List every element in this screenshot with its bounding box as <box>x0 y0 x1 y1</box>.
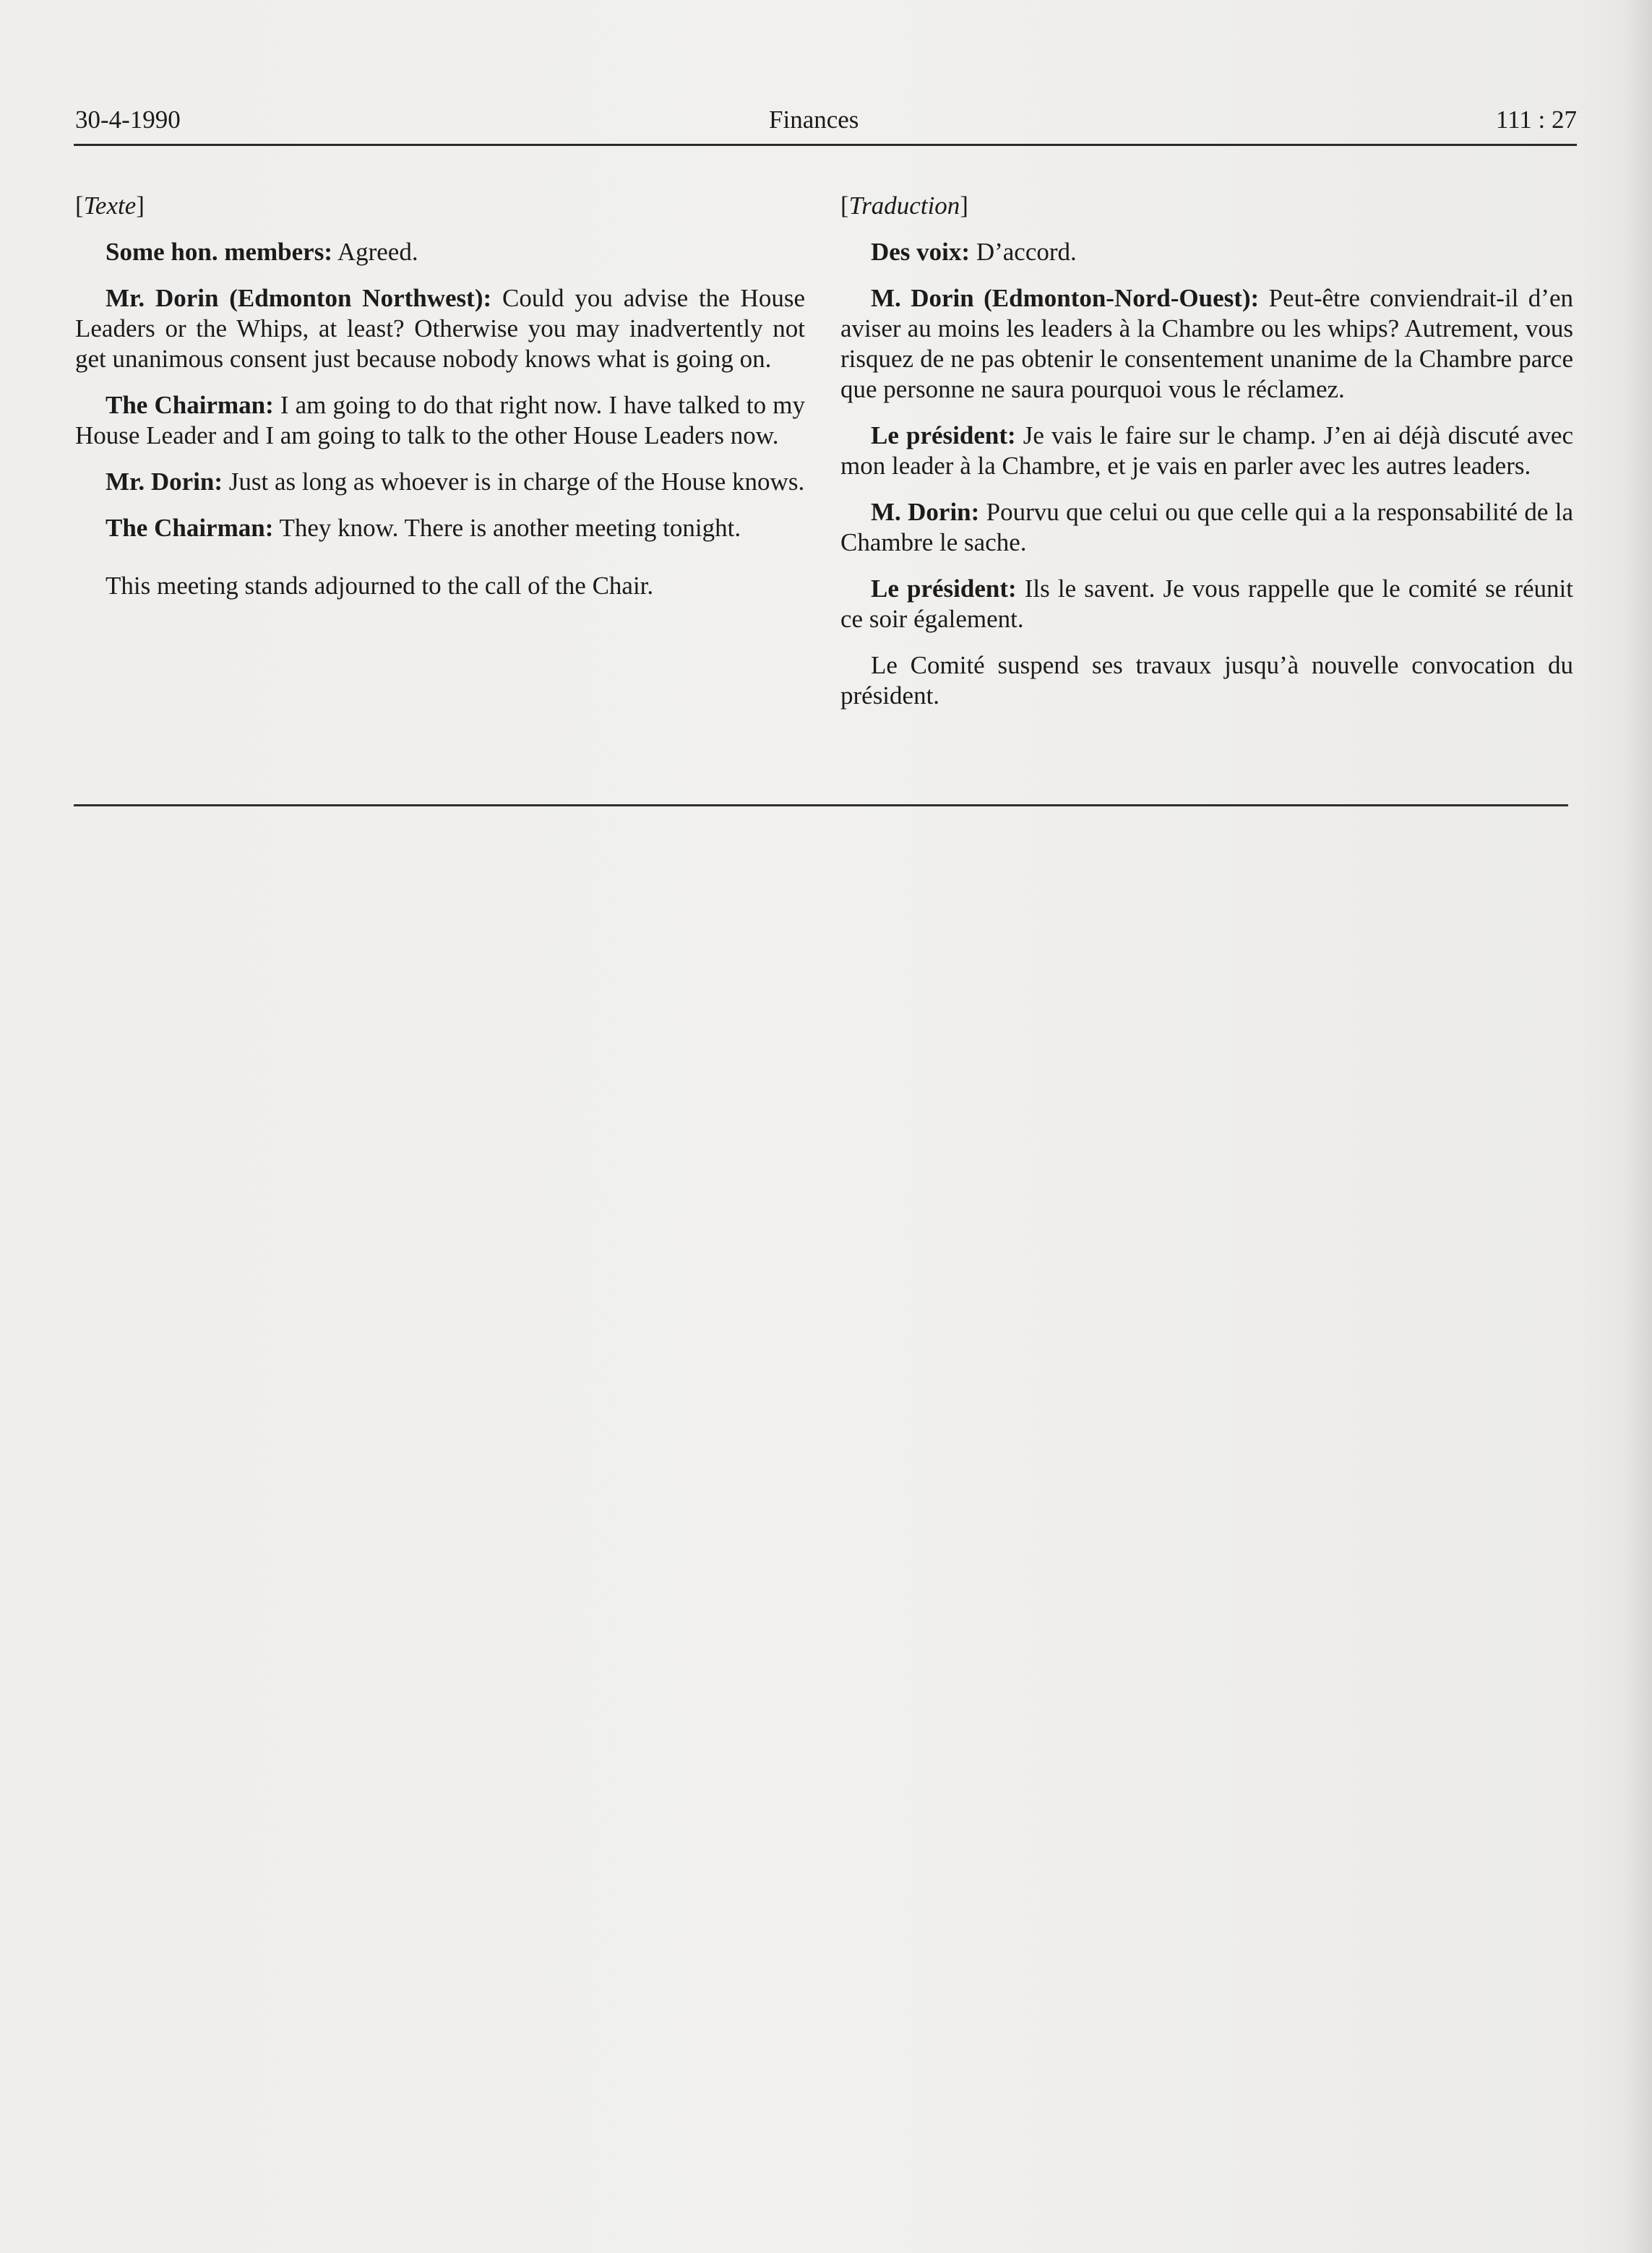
running-header <box>75 105 1577 143</box>
page-edge-shadow <box>1626 0 1652 2253</box>
speaker-name: Des voix: <box>871 238 971 266</box>
closing-paragraph: This meeting stands adjourned to the call of the Chair. <box>106 572 654 600</box>
bottom-rule <box>74 804 1568 806</box>
section-label-text: Traduction <box>848 191 960 220</box>
speech-text: Just as long as whoever is in charge of the House knows. <box>223 468 805 496</box>
speaker-name: Mr. Dorin (Edmonton Northwest): <box>106 284 492 312</box>
section-label-english: [Texte] <box>75 191 145 220</box>
closing-paragraph: Le Comité suspend ses travaux jusqu’à nouvelle convocation du président. <box>840 651 1573 710</box>
speaker-name: Le président: <box>871 421 1016 449</box>
header-date: 30-4-1990 <box>75 105 181 134</box>
speech-text: Agreed. <box>332 238 418 266</box>
speaker-name: Mr. Dorin: <box>106 468 223 496</box>
speaker-name: M. Dorin (Edmonton-Nord-Ouest): <box>871 284 1260 312</box>
french-column <box>840 191 1573 727</box>
header-page-number: 111 : 27 <box>1495 105 1577 134</box>
paragraph <box>75 467 805 497</box>
paragraph <box>840 421 1573 481</box>
speech-text: Peut-être conviendrait-il d’en aviser au moins les leaders à la Chambre ou les whips? Autrement, vous risquez de ne pas obtenir le consentement unanime de la Chambre parce que personne ne saura pourquoi vous le réclamez. <box>840 284 1574 403</box>
speaker-name: The Chairman: <box>106 514 274 542</box>
header-rule <box>74 144 1577 146</box>
speaker-name: M. Dorin: <box>871 498 980 526</box>
english-column <box>75 191 805 617</box>
paragraph <box>840 237 1573 267</box>
speech-text: Could you advise the House Leaders or the Whips, at least? Otherwise you may inadvertently not get unanimous consent just because nobody knows what is going on. <box>75 284 805 373</box>
section-label-text: Texte <box>83 191 137 220</box>
paragraph <box>75 390 805 451</box>
speech-text: Je vais le faire sur le champ. J’en ai déjà discuté avec mon leader à la Chambre, et je vais en parler avec les autres leaders. <box>840 421 1573 480</box>
speech-text: Pourvu que celui ou que celle qui a la responsabilité de la Chambre le sache. <box>840 498 1573 556</box>
speech-text: D’accord. <box>970 238 1077 266</box>
paragraph <box>840 497 1573 558</box>
speaker-name: The Chairman: <box>106 391 274 419</box>
header-title: Finances <box>769 105 859 134</box>
speaker-name: Some hon. members: <box>106 238 332 266</box>
paragraph <box>75 513 805 543</box>
speaker-name: Le président: <box>871 574 1017 603</box>
section-label-french: [Traduction] <box>840 191 968 220</box>
paragraph <box>75 283 805 374</box>
paragraph <box>840 283 1573 405</box>
speech-text: I am going to do that right now. I have talked to my House Leader and I am going to talk to the other House Leaders now. <box>75 391 805 449</box>
paragraph <box>75 237 805 267</box>
speech-text: They know. There is another meeting tonight. <box>273 514 741 542</box>
paragraph <box>840 574 1573 634</box>
speech-text: Ils le savent. Je vous rappelle que le comité se réunit ce soir également. <box>840 574 1573 633</box>
